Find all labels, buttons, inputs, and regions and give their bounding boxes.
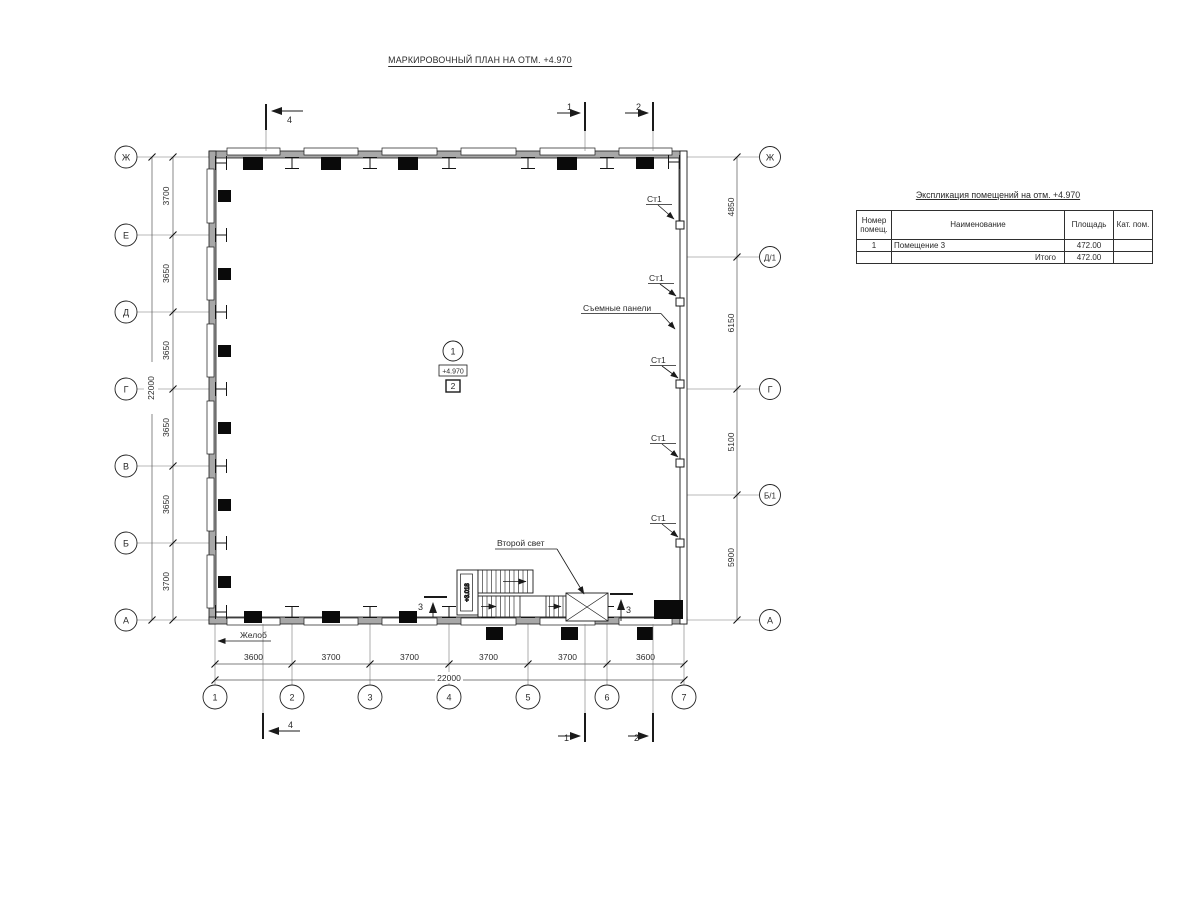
room-category: 2 — [450, 381, 456, 391]
st1-label: Ст1 — [647, 194, 662, 204]
st1-label: Ст1 — [649, 273, 664, 283]
room-category-cell — [1114, 240, 1153, 252]
section-label: 2 — [634, 733, 640, 743]
svg-text:3700: 3700 — [321, 652, 341, 662]
svg-text:3650: 3650 — [161, 264, 171, 283]
marking-blocks — [218, 157, 683, 640]
axis-label: Ж — [765, 152, 775, 163]
axis-label: 6 — [604, 692, 610, 703]
section-label: 2 — [636, 102, 642, 112]
axis-label: Г — [767, 384, 773, 395]
room-level: +4.970 — [442, 368, 464, 376]
room-name-cell: Помещение 3 — [892, 240, 1065, 252]
removable-panels-label: Съемные панели — [583, 303, 652, 313]
svg-text:3700: 3700 — [558, 652, 577, 662]
st1-label: Ст1 — [651, 513, 666, 523]
axis-label: Ж — [121, 152, 131, 163]
explication — [856, 190, 1150, 264]
total-label-cell: Итого — [892, 252, 1065, 264]
axis-label: Д — [122, 307, 130, 318]
axis-label: Б — [123, 538, 129, 549]
bottom-wall — [209, 617, 687, 624]
room-area-cell: 472.00 — [1065, 240, 1114, 252]
svg-text:3600: 3600 — [636, 652, 655, 662]
room-number-cell: 1 — [857, 240, 892, 252]
section-label: 4 — [288, 720, 294, 730]
section-label: 4 — [287, 115, 293, 125]
room-marker — [439, 341, 467, 392]
second-light-label: Второй свет — [497, 538, 545, 548]
leader-annotations — [218, 194, 678, 641]
table-row — [857, 240, 1153, 252]
svg-text:6150: 6150 — [726, 313, 736, 333]
st1-label: Ст1 — [651, 355, 666, 365]
st1-label: Ст1 — [651, 433, 666, 443]
axis-label: А — [766, 615, 774, 626]
axis-label: Е — [122, 230, 130, 241]
col-header-category: Кат. пом. — [1114, 211, 1153, 240]
svg-text:3700: 3700 — [161, 572, 171, 591]
explication-title: Экспликация помещений на отм. +4.970 — [915, 190, 1081, 200]
col-header-number: Номер помещ. — [857, 211, 892, 240]
svg-text:4850: 4850 — [726, 197, 736, 217]
table-total-row — [857, 252, 1153, 264]
section-label: 1 — [567, 102, 573, 112]
axis-label: В — [122, 461, 130, 472]
section-marks — [263, 102, 653, 743]
axis-label: 3 — [367, 692, 373, 703]
wall-panels — [207, 148, 672, 625]
svg-text:3650: 3650 — [161, 495, 171, 514]
axis-label: Д/1 — [763, 253, 777, 263]
svg-text:5100: 5100 — [726, 432, 736, 452]
stair-landing-level: +3.018 — [465, 583, 471, 602]
drawing-title: МАРКИРОВОЧНЫЙ ПЛАН НА ОТМ. +4.970 — [388, 55, 572, 65]
svg-text:3700: 3700 — [400, 652, 419, 662]
room-number: 1 — [450, 346, 456, 357]
col-header-area: Площадь — [1065, 211, 1114, 240]
svg-text:22000: 22000 — [437, 673, 461, 683]
axis-label: А — [122, 615, 130, 626]
explication-table — [856, 210, 1153, 264]
corner-equipment-block — [654, 600, 683, 619]
total-area-cell: 472.00 — [1065, 252, 1114, 264]
svg-text:22000: 22000 — [146, 376, 156, 400]
axis-label: 1 — [212, 692, 218, 703]
svg-text:3700: 3700 — [161, 186, 171, 206]
col-header-name: Наименование — [892, 211, 1065, 240]
second-light-void — [566, 593, 608, 621]
axis-label: Г — [123, 384, 129, 395]
gutter-label: Желоб — [240, 630, 267, 640]
section-label: 3 — [626, 605, 632, 615]
svg-text:3600: 3600 — [244, 652, 263, 662]
stairs — [457, 570, 574, 617]
dimension-labels — [144, 186, 736, 683]
axis-label: 7 — [681, 692, 687, 703]
svg-text:3650: 3650 — [161, 341, 171, 360]
svg-text:5900: 5900 — [726, 548, 736, 567]
axis-label: 4 — [446, 692, 452, 703]
dimension-ticks — [149, 154, 741, 684]
axis-label: 2 — [289, 692, 295, 703]
svg-text:3650: 3650 — [161, 418, 171, 437]
svg-text:3700: 3700 — [479, 652, 498, 662]
dimension-lines — [152, 157, 737, 680]
section-label: 1 — [564, 733, 570, 743]
section-label: 3 — [418, 602, 424, 612]
axis-label: Б/1 — [764, 491, 776, 501]
axis-label: 5 — [525, 692, 531, 703]
top-wall — [209, 151, 687, 158]
